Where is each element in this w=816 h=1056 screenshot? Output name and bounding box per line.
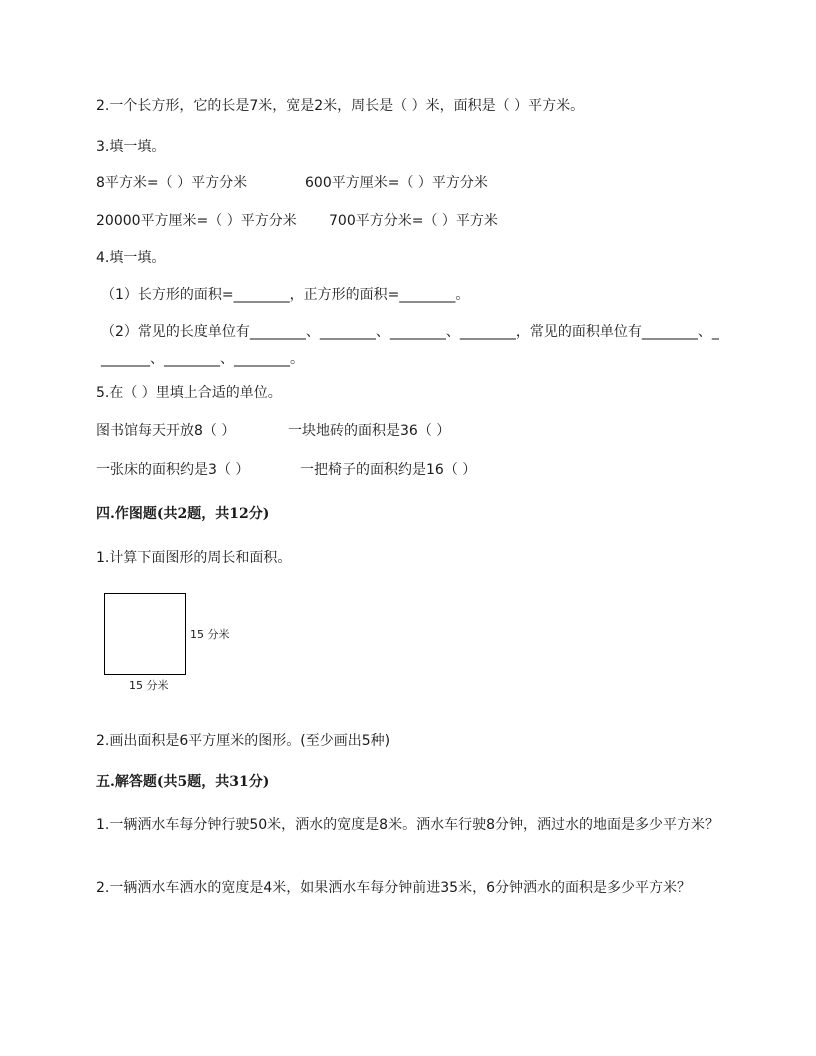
question-5-1: 1.一辆洒水车每分钟行驶50米，洒水的宽度是8米。洒水车行驶8分钟，洒过水的地面是多少平方米？ [96,817,719,833]
question-3-5-line2-a: 一张床的面积约是3（ ） [96,462,250,478]
square-shape [104,593,186,675]
section-5-title: 五.解答题(共5题，共31分) [96,774,270,790]
question-3-5-title: 5.在（ ）里填上合适的单位。 [96,385,282,401]
question-3-4-item2: （2）常见的长度单位有________、________、________、________，常见的面积单位有________、________、________、________。 [101,324,719,367]
question-3-4-title: 4.填一填。 [96,250,166,266]
question-3-3-title: 3.填一填。 [96,139,166,155]
question-3-4-item1: （1）长方形的面积=________，正方形的面积=________。 [101,287,470,303]
question-5-2: 2.一辆洒水车洒水的宽度是4米，如果洒水车每分钟前进35米，6分钟洒水的面积是多少平方米？ [96,880,691,896]
question-4-2: 2.画出面积是6平方厘米的图形。(至少画出5种) [96,733,391,749]
square-bottom-label: 15 分米 [129,679,169,692]
question-4-1: 1.计算下面图形的周长和面积。 [96,550,292,566]
question-3-2: 2.一个长方形，它的长是7米，宽是2米，周长是（ ）米，面积是（ ）平方米。 [96,98,585,114]
question-3-3-line2-a: 20000平方厘米=（ ）平方分米 [96,213,297,229]
question-3-3-line2-b: 700平方分米=（ ）平方米 [329,213,498,229]
question-3-3-line1-a: 8平方米=（ ）平方分米 [96,175,248,191]
section-4-title: 四.作图题(共2题，共12分) [96,506,270,522]
square-side-label: 15 分米 [190,628,230,641]
question-3-3-line1-b: 600平方厘米=（ ）平方分米 [305,175,488,191]
question-3-5-line2-b: 一把椅子的面积约是16（ ） [300,462,477,478]
question-3-5-line1-a: 图书馆每天开放8（ ） [96,423,236,439]
question-3-5-line1-b: 一块地砖的面积是36（ ） [288,423,451,439]
